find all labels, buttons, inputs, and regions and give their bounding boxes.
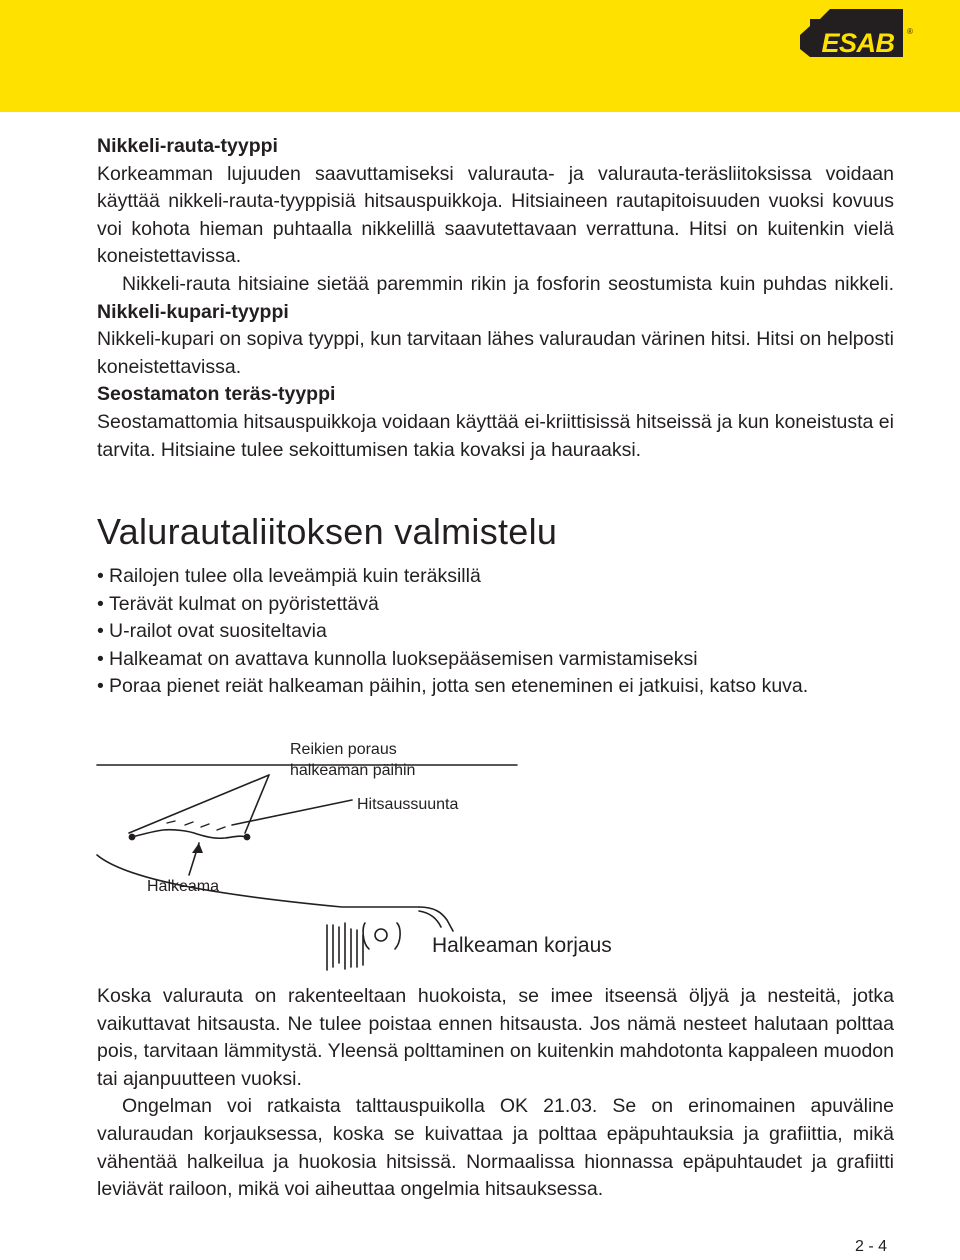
registered-mark: ® [907, 27, 913, 36]
esab-logo [800, 7, 912, 63]
body-section-contaminants [97, 983, 894, 1204]
paragraph-nickel-iron-1: Korkeamman lujuuden saavuttamiseksi valurauta- ja valurauta-teräsliitoksissa voidaan käyttää nikkeli-rauta-tyyppisiä hitsauspuikkoja. Hitsiaineen rautapitoisuuden vuoksi kovuus voi kohota hieman puhtaalla nikkelillä saavutettavaan verrattuna. Hitsi on kuitenkin vielä koneistettavissa. [97, 162, 894, 268]
list-item: • U-railot ovat suositeltavia [97, 618, 894, 646]
logo-text: ESAB [821, 28, 895, 58]
section-title-nickel-iron: Nikkeli-rauta-tyyppi [97, 135, 278, 157]
list-item: • Poraa pienet reiät halkeaman päihin, jotta sen eteneminen ei jatkuisi, katso kuva. [97, 673, 894, 701]
page-number: 2 - 4 [855, 1238, 888, 1255]
list-item: • Terävät kulmat on pyöristettävä [97, 591, 894, 619]
paragraph-porosity: Koska valurauta on rakenteeltaan huokoista, se imee itseensä öljyä ja nesteitä, jotka vaikuttavat hitsausta. Ne tulee poistaa ennen hitsausta. Jos nämä nesteet halutaan polttaa pois, tarvitaan lämmitystä. Yleensä polttaminen on kuitenkin mahdotonta kappaleen muodon tai ajanpuutteen vuoksi. [97, 985, 894, 1090]
paragraph-unalloyed-steel: Seostamattomia hitsauspuikkoja voidaan käyttää ei-kriittisissä hitseissä ja kun koneistusta ei tarvita. Hitsiaine tulee sekoittumisen takia kovaksi ja hauraaksi. [97, 410, 894, 461]
list-item: • Railojen tulee olla leveämpiä kuin teräksillä [97, 563, 894, 591]
figure-caption: Halkeaman korjaus [432, 934, 612, 957]
label-crack: Halkeama [147, 878, 220, 895]
heading-preparation: Valurautaliitoksen valmistelu [97, 511, 558, 552]
section-title-unalloyed-steel: Seostamaton teräs-tyyppi [97, 383, 336, 406]
label-drill-holes-line1: Reikien poraus [290, 741, 397, 758]
label-welding-direction: Hitsaussuunta [357, 796, 459, 813]
list-item: • Halkeamat on avattava kunnolla luoksepääsemisen varmistamiseksi [97, 646, 894, 674]
intro-sections [97, 133, 894, 464]
label-drill-holes-line2: halkeaman päihin [290, 762, 416, 779]
paragraph-nickel-iron-2: Nikkeli-rauta hitsiaine sietää paremmin rikin ja fosforin seostumista kuin puhdas nikkeli. [122, 272, 894, 295]
section-title-nickel-copper: Nikkeli-kupari-tyyppi [97, 300, 289, 323]
paragraph-nickel-copper: Nikkeli-kupari on sopiva tyyppi, kun tarvitaan lähes valuraudan värinen hitsi. Hitsi on helposti koneistettavissa. [97, 328, 894, 378]
paragraph-gouging: Ongelman voi ratkaista talttauspuikolla OK 21.03. Se on erinomainen apuväline valuraudan korjauksessa, koska se kuivattaa ja polttaa epäpuhtauksia ja grafiittia, mikä vähentää halkeilua ja huokosia hitsissä. Normaalissa hionnassa epäpuhtaudet ja grafiitti leviävät railoon, mikä voi aiheuttaa ongelmia hitsauksessa. [97, 1095, 894, 1201]
preparation-list [97, 563, 894, 701]
